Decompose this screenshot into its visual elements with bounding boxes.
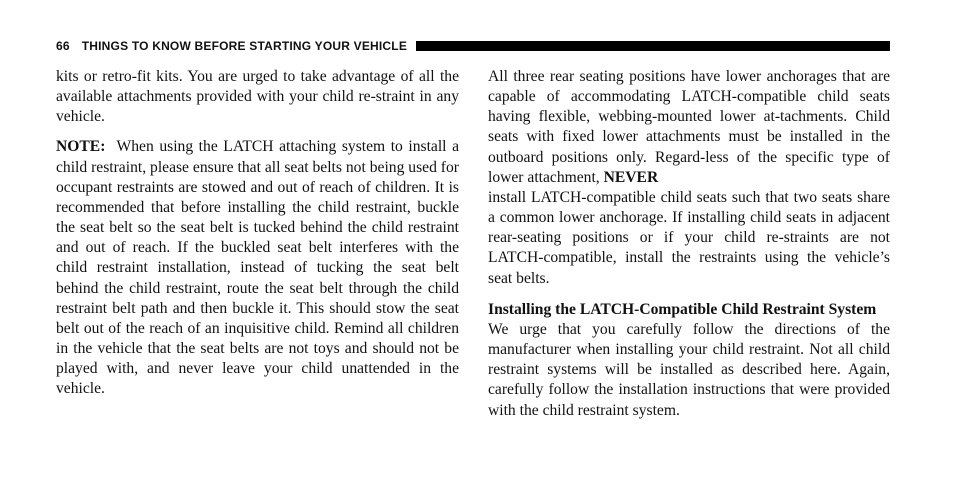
anchorages-paragraph bbox=[488, 67, 890, 289]
anchorages-text-before: All three rear seating positions have lower anchorages that are capable of accommodating LATCH-compatible child seats having flexible, webbing-mounted lower at-tachments. Child seats with fixed lower attachments must be installed in the outboard positions only. Regard-less of the specific type of lower attachment, bbox=[488, 68, 890, 186]
page-number: 66 bbox=[56, 39, 70, 53]
installation-paragraph: We urge that you carefully follow the directions of the manufacturer when installing your child restraint. Not all child restraint systems will be installed as described here. Again, carefully follow the installation instructions that were provided with the child restraint system. bbox=[488, 320, 890, 419]
never-emphasis: NEVER bbox=[603, 168, 659, 186]
running-title: THINGS TO KNOW BEFORE STARTING YOUR VEHICLE bbox=[81, 39, 408, 53]
right-column bbox=[488, 67, 890, 421]
running-header bbox=[56, 38, 890, 54]
anchorages-text-after: install LATCH-compatible child seats such that two seats share a common lower anchorage. If installing child seats in adjacent rear-seating positions or if your child re-straints are not LATCH-compatible, install the restraints using the vehicle’s seat belts. bbox=[488, 188, 890, 287]
left-column bbox=[56, 67, 459, 400]
note-text: When using the LATCH attaching system to install a child restraint, please ensure that all seat belts not being used for occupant restraints are stowed and out of reach of children. It is recommended that before installing the child restraint, buckle the seat belt so the seat belt is tucked behind the child restraint and out of reach. If the buckled seat belt interferes with the child restraint installation, instead of tucking the seat belt behind the child restraint, route the seat belt through the child restraint belt path and then buckle it. This should stow the seat belt out of the reach of an inquisitive child. Remind all children in the vehicle that the seat belts are not toys and should not be played with, and never leave your child unattended in the vehicle. bbox=[56, 138, 459, 398]
continued-paragraph: kits or retro-fit kits. You are urged to take advantage of all the available attachments provided with your child re-straint in any vehicle. bbox=[56, 68, 459, 126]
header-rule bbox=[416, 41, 890, 51]
section-heading: Installing the LATCH-Compatible Child Restraint System bbox=[488, 300, 877, 318]
note-paragraph bbox=[56, 137, 459, 399]
note-label: NOTE: bbox=[56, 138, 106, 156]
